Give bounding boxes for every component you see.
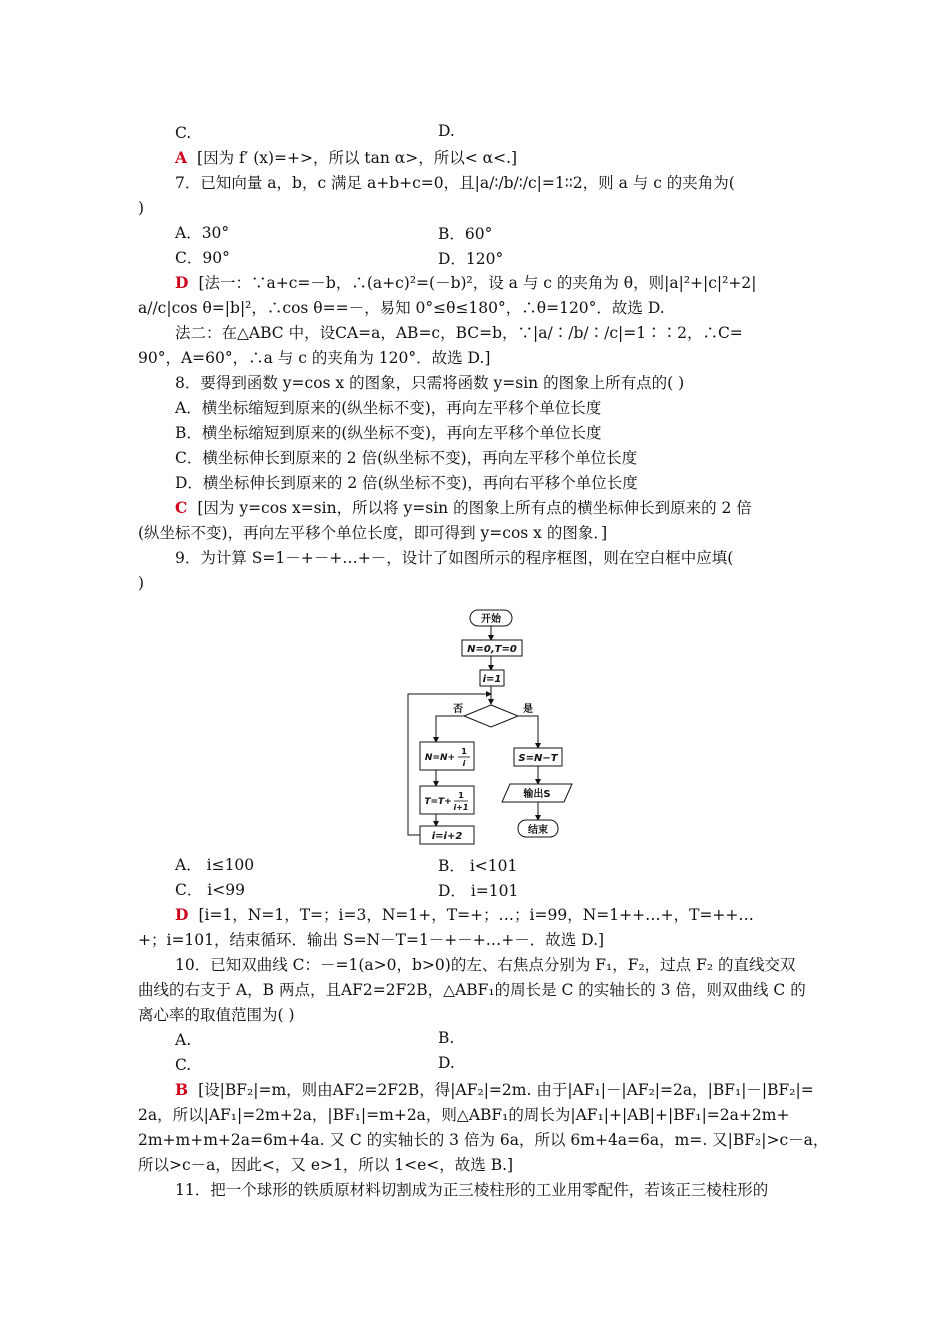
line-text: A．30° <box>175 224 230 242</box>
line-text: C. <box>175 1056 192 1074</box>
text-line-l10 <box>138 347 490 369</box>
text-line-l25 <box>138 979 806 1001</box>
line-text: 8．要得到函数 y=cos x 的图象，只需将函数 y=sin 的图象上所有点的( ) <box>175 374 685 392</box>
option-right: B. <box>438 1029 455 1047</box>
start-label: 开始 <box>481 614 501 625</box>
text-line-l26 <box>138 1004 295 1026</box>
text-line-l15 <box>175 472 638 494</box>
s-assign-label: S=N−T <box>518 753 558 764</box>
line-text: 7．已知向量 a，b，c 满足 a+b+c=0，且|a/∶/b/∶/c|=1∶∶2，则 a 与 c 的夹角为( <box>175 174 735 192</box>
line-text: [i=1，N=1，T=；i=3，N=1+，T=+；…；i=99，N=1++…+，T=++… <box>198 906 754 924</box>
text-line-l33 <box>175 1179 768 1201</box>
line-text: 2m+m+m+2a=6m+4a. 又 C 的实轴长的 3 倍为 6a，所以 6m+4a=6a，m=. 又|BF₂|>c－a， <box>138 1131 829 1149</box>
init-label: N=0,T=0 <box>467 644 517 655</box>
text-line-l20 <box>175 854 254 876</box>
line-text: C． i<99 <box>175 881 245 899</box>
line-text: [法一：∵a+c=－b，∴(a+c)²=(－b)²，设 a 与 c 的夹角为 θ，则|a|²+|c|²+2| <box>198 274 757 292</box>
line-text: D．横坐标伸长到原来的 2 倍(纵坐标不变)，再向右平移个单位长度 <box>175 474 638 492</box>
program-flowchart <box>400 604 590 849</box>
text-line-l30 <box>138 1104 789 1126</box>
text-line-l05 <box>175 222 229 244</box>
line-text: C．横坐标伸长到原来的 2 倍(纵坐标不变)，再向左平移个单位长度 <box>175 449 638 467</box>
n-frac-num: 1 <box>461 747 467 756</box>
line-text: 90°，A=60°，∴a 与 c 的夹角为 120°．故选 D.] <box>138 349 491 367</box>
line-text: 离心率的取值范围为( ) <box>138 1006 295 1024</box>
yes-label: 是 <box>523 704 533 715</box>
line-text: 法二：在△ABC 中，设CA=a，AB=c，BC=b，∵|a/∶/b/∶/c|=1∶∶2，∴C= <box>175 324 743 342</box>
line-text: 11．把一个球形的铁质原材料切割成为正三棱柱形的工业用零配件，若该正三棱柱形的 <box>175 1181 769 1199</box>
text-line-l28 <box>175 1054 191 1076</box>
option-right: D. <box>438 1054 455 1072</box>
i-update-label: i=i+2 <box>431 831 463 842</box>
i-init-label: i=1 <box>482 674 502 685</box>
line-text: +；i=101，结束循环．输出 S=N－T=1－+－+…+－．故选 D.] <box>138 931 605 949</box>
line-text: A．横坐标缩短到原来的(纵坐标不变)，再向左平移个单位长度 <box>175 399 602 417</box>
text-line-l14 <box>175 447 637 469</box>
line-text: C. <box>175 124 192 142</box>
option-right: B． i<101 <box>438 857 518 875</box>
text-line-l13 <box>175 422 602 444</box>
line-text: a//c|cos θ=|b|²，∴cos θ==－，易知 0°≤θ≤180°，∴θ=120°．故选 D. <box>138 299 665 317</box>
t-frac-num: 1 <box>458 791 464 800</box>
text-line-l23 <box>138 929 604 951</box>
output-label: 输出S <box>523 789 551 800</box>
t-update-label: T=T+ <box>424 797 452 807</box>
text-line-l31 <box>138 1129 828 1151</box>
line-text: ) <box>138 199 145 217</box>
line-text: [因为 f′ (x)=+>，所以 tan α>，所以< α<.] <box>197 149 518 167</box>
line-text: A． i≤100 <box>175 856 255 874</box>
answer-letter: A <box>175 148 188 167</box>
text-line-l03 <box>175 172 735 194</box>
line-text: 9．为计算 S=1－+－+…+－，设计了如图所示的程序框图，则在空白框中应填( <box>175 549 734 567</box>
n-update-label: N=N+ <box>424 753 456 763</box>
no-label: 否 <box>453 704 463 715</box>
line-text: [设|BF₂|=m，则由AF2=2F2B，得|AF₂|=2m. 由于|AF₁|－|AF₂|=2a，|BF₁|－|BF₂|= <box>198 1081 814 1099</box>
option-right: D. <box>438 122 455 140</box>
text-line-l02 <box>175 147 517 169</box>
text-line-l09 <box>175 322 743 344</box>
line-text: 10．已知双曲线 C：－=1(a>0，b>0)的左、右焦点分别为 F₁，F₂，过点 F₂ 的直线交双 <box>175 956 796 974</box>
text-line-l11 <box>175 372 684 394</box>
text-line-l08 <box>138 297 665 319</box>
text-line-l17 <box>138 522 607 544</box>
text-line-l22 <box>175 904 754 926</box>
line-text: C．90° <box>175 249 230 267</box>
text-line-l29 <box>175 1079 814 1101</box>
text-line-l32 <box>138 1154 513 1176</box>
text-line-l21 <box>175 879 245 901</box>
line-text: 所以>c－a，因此<，又 e>1，所以 1<e<，故选 B.] <box>138 1156 514 1174</box>
t-frac-den: i+1 <box>453 803 469 812</box>
line-text: 曲线的右支于 A，B 两点，且AF2=2F2B，△ABF₁的周长是 C 的实轴长的 3 倍，则双曲线 C 的 <box>138 981 806 999</box>
text-line-l07 <box>175 272 756 294</box>
n-frac-den: i <box>462 759 466 768</box>
text-line-l19 <box>138 572 144 594</box>
line-text: (纵坐标不变)，再向左平移个单位长度，即可得到 y=cos x 的图象．] <box>138 524 608 542</box>
line-text: ) <box>138 574 145 592</box>
text-line-l01 <box>175 122 191 144</box>
text-line-l06 <box>175 247 230 269</box>
text-line-l16 <box>175 497 752 519</box>
option-right: D． i=101 <box>438 882 519 900</box>
text-line-l04 <box>138 197 144 219</box>
decision-node <box>464 705 518 727</box>
text-line-l24 <box>175 954 796 976</box>
end-label: 结束 <box>528 825 548 836</box>
text-line-l18 <box>175 547 733 569</box>
line-text: B．横坐标缩短到原来的(纵坐标不变)，再向左平移个单位长度 <box>175 424 602 442</box>
line-text: [因为 y=cos x=sin，所以将 y=sin 的图象上所有点的横坐标伸长到原来的 2 倍 <box>197 499 752 517</box>
text-line-l12 <box>175 397 601 419</box>
text-line-l27 <box>175 1029 191 1051</box>
option-right: D．120° <box>438 250 504 268</box>
line-text: A. <box>175 1031 192 1049</box>
answer-letter: D <box>175 905 189 924</box>
option-right: B．60° <box>438 225 493 243</box>
answer-letter: C <box>175 498 188 517</box>
answer-letter: B <box>175 1080 189 1099</box>
answer-letter: D <box>175 273 189 292</box>
line-text: 2a，所以|AF₁|=2m+2a，|BF₁|=m+2a，则△ABF₁的周长为|AF₁|+|AB|+|BF₁|=2a+2m+ <box>138 1106 790 1124</box>
